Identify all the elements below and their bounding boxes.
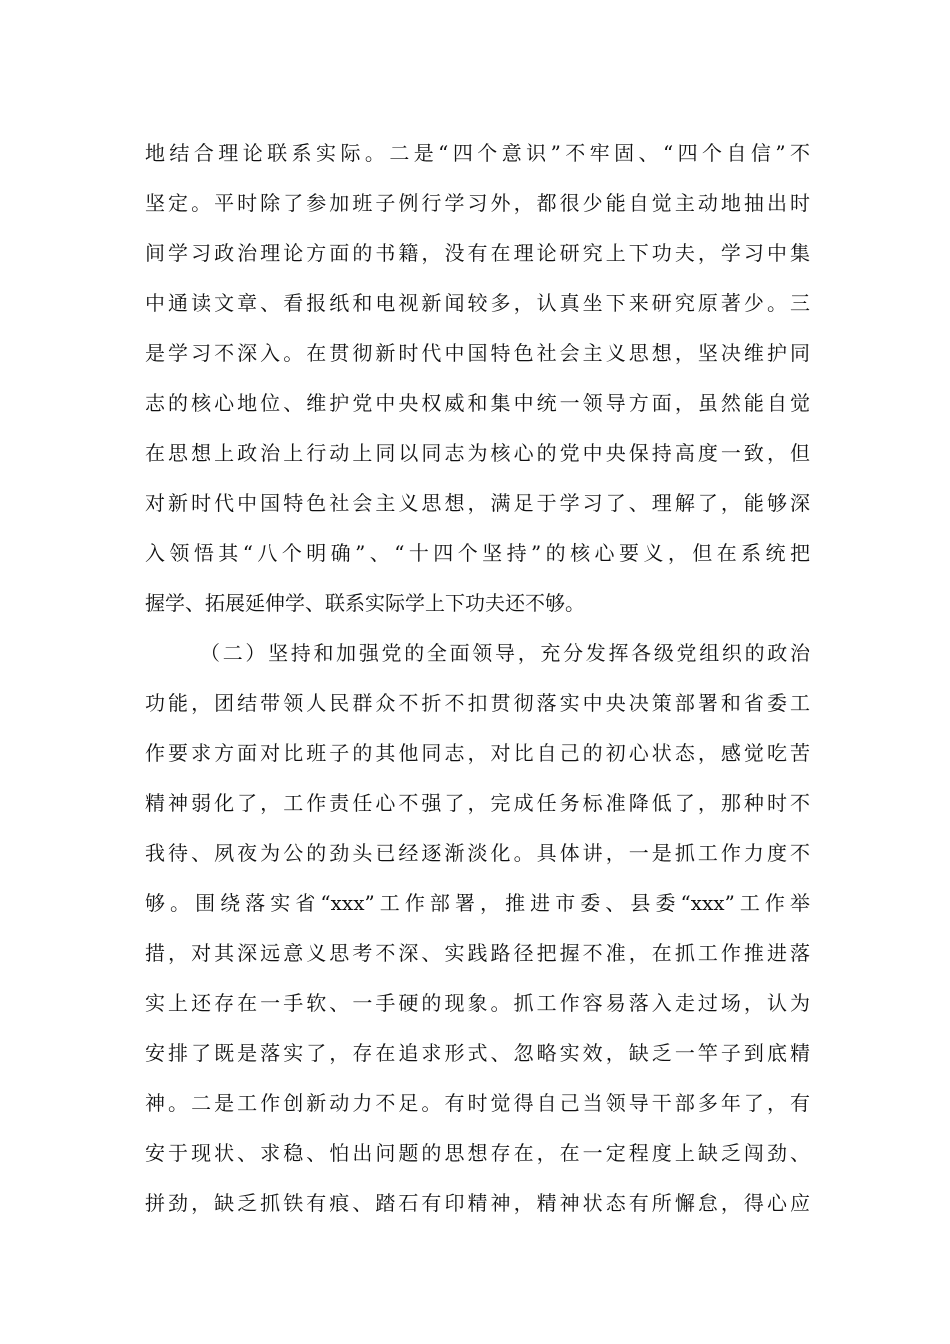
text-line: 间学习政治理论方面的书籍，没有在理论研究上下功夫，学习中集 <box>145 241 810 265</box>
text-line: 我待、夙夜为公的劲头已经逐渐淡化。具体讲，一是抓工作力度不 <box>145 841 810 865</box>
text-line: 是学习不深入。在贯彻新时代中国特色社会主义思想，坚决维护同 <box>145 341 810 365</box>
text-line: 志的核心地位、维护党中央权威和集中统一领导方面，虽然能自觉 <box>145 391 810 415</box>
text-line: 中通读文章、看报纸和电视新闻较多，认真坐下来研究原著少。三 <box>145 291 810 315</box>
text-line: 地结合理论联系实际。二是“四个意识”不牢固、“四个自信”不 <box>145 141 810 165</box>
text-line: 拼劲，缺乏抓铁有痕、踏石有印精神，精神状态有所懈怠，得心应 <box>145 1191 810 1215</box>
text-line: 对新时代中国特色社会主义思想，满足于学习了、理解了，能够深 <box>145 491 810 515</box>
text-line: 神。二是工作创新动力不足。有时觉得自己当领导干部多年了，有 <box>145 1091 810 1115</box>
text-line: 精神弱化了，工作责任心不强了，完成任务标准降低了，那种时不 <box>145 791 810 815</box>
text-line: 够。围绕落实省“xxx”工作部署，推进市委、县委“xxx”工作举 <box>145 891 810 915</box>
paragraph-2 <box>145 628 810 1228</box>
text-line: 安排了既是落实了，存在追求形式、忽略实效，缺乏一竿子到底精 <box>145 1041 810 1065</box>
text-line: 入领悟其“八个明确”、“十四个坚持”的核心要义，但在系统把 <box>145 541 810 565</box>
text-line: 作要求方面对比班子的其他同志，对比自己的初心状态，感觉吃苦 <box>145 741 810 765</box>
text-line: 功能，团结带领人民群众不折不扣贯彻落实中央决策部署和省委工 <box>145 691 810 715</box>
text-line: 在思想上政治上行动上同以同志为核心的党中央保持高度一致，但 <box>145 441 810 465</box>
text-line: 握学、拓展延伸学、联系实际学上下功夫还不够。 <box>145 591 585 615</box>
text-line: 措，对其深远意义思考不深、实践路径把握不准，在抓工作推进落 <box>145 941 810 965</box>
text-line: 坚定。平时除了参加班子例行学习外，都很少能自觉主动地抽出时 <box>145 191 810 215</box>
text-line: 实上还存在一手软、一手硬的现象。抓工作容易落入走过场，认为 <box>145 991 810 1015</box>
document-body <box>145 128 810 1228</box>
paragraph-1 <box>145 128 810 628</box>
text-line: 安于现状、求稳、怕出问题的思想存在，在一定程度上缺乏闯劲、 <box>145 1141 810 1165</box>
text-line: （二）坚持和加强党的全面领导，充分发挥各级党组织的政治 <box>200 641 810 665</box>
